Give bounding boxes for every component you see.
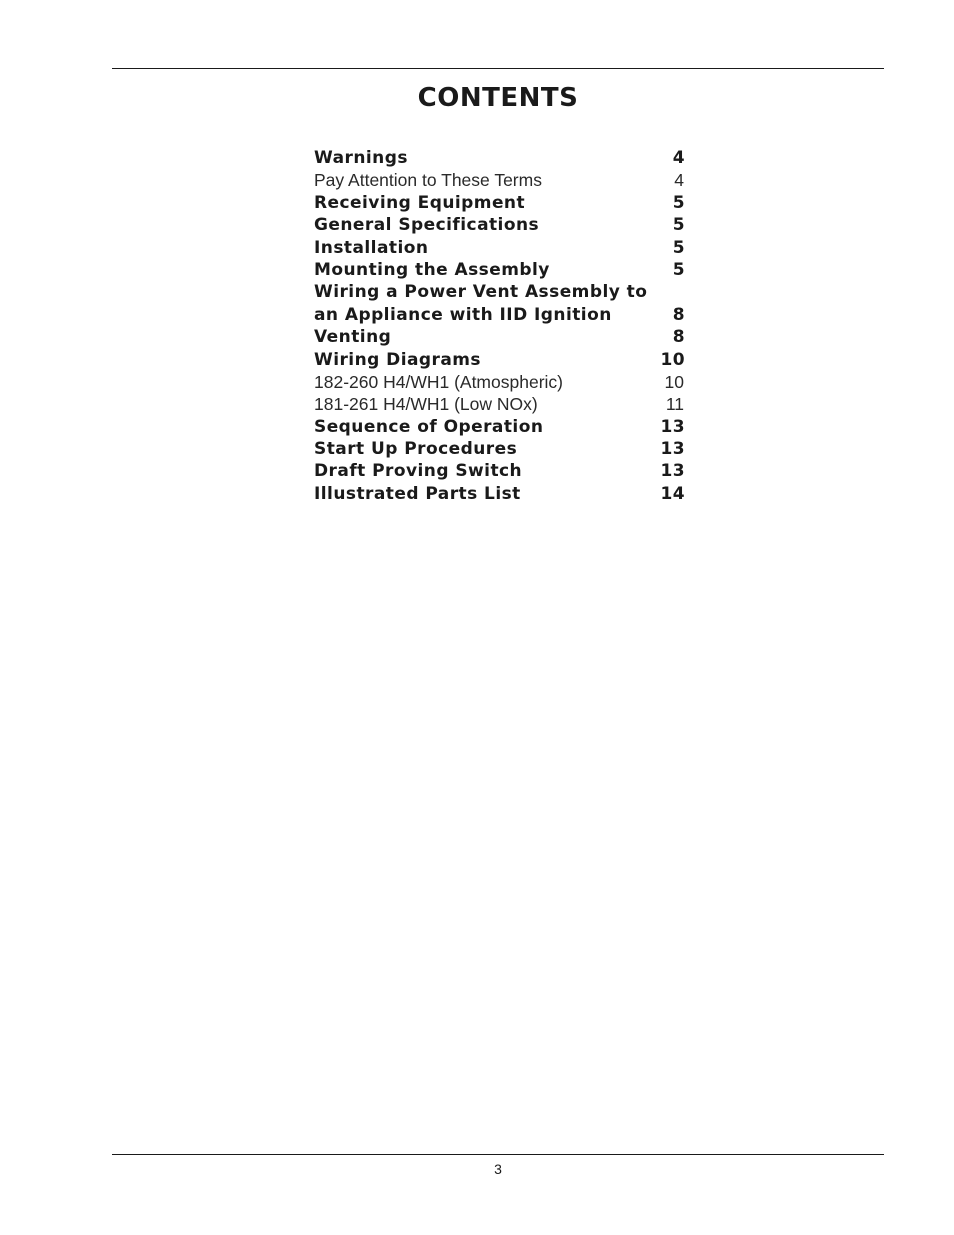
toc-entry-text: Warnings xyxy=(314,148,408,168)
toc-entry-page: 13 xyxy=(660,439,685,460)
toc-entry xyxy=(314,259,685,281)
toc-entry-text: Wiring a Power Vent Assembly to xyxy=(314,282,648,303)
toc-subentry xyxy=(314,169,685,191)
toc-entry xyxy=(314,326,685,348)
bottom-rule xyxy=(112,1154,884,1155)
toc-entry xyxy=(314,214,685,236)
toc-entry-text: Pay Attention to These Terms xyxy=(314,170,542,191)
toc-entry-text: Draft Proving Switch xyxy=(314,461,523,482)
toc-entry xyxy=(314,147,685,169)
toc-entry-page: 4 xyxy=(674,170,684,191)
toc-entry-text: Sequence of Operation xyxy=(314,416,544,437)
toc-entry xyxy=(314,416,685,438)
toc-entry-text: 181-261 H4/WH1 (Low NOx) xyxy=(314,394,538,415)
toc-entry-page: 10 xyxy=(660,349,685,370)
toc-entry-text: Wiring Diagrams xyxy=(314,349,481,370)
toc-entry-page: 5 xyxy=(672,237,685,258)
toc-entry xyxy=(314,438,685,460)
toc-entry-page: 5 xyxy=(672,215,685,236)
table-of-contents xyxy=(314,147,685,505)
toc-entry-page: 8 xyxy=(672,304,685,325)
toc-entry xyxy=(314,192,685,214)
toc-entry-page: 13 xyxy=(660,416,685,437)
toc-entry-page: 14 xyxy=(660,483,685,504)
toc-entry-text: Illustrated Parts List xyxy=(314,483,521,504)
toc-entry xyxy=(314,349,685,371)
toc-entry xyxy=(314,304,685,326)
toc-entry xyxy=(314,483,685,505)
page-title: CONTENTS xyxy=(417,83,579,113)
toc-entry-page: 13 xyxy=(660,461,685,482)
toc-entry-text: an Appliance with IID Ignition xyxy=(314,304,612,325)
page-number: 3 xyxy=(494,1161,502,1177)
toc-entry-page: 5 xyxy=(672,192,685,213)
toc-entry-page: 10 xyxy=(664,371,684,392)
toc-entry-page: 5 xyxy=(672,259,685,280)
toc-entry-text: General Specifications xyxy=(314,215,540,236)
toc-entry-text: Receiving Equipment xyxy=(314,192,526,213)
toc-subentry xyxy=(314,371,685,393)
toc-entry xyxy=(314,237,685,259)
toc-entry xyxy=(314,281,685,303)
toc-entry-text: 182-260 H4/WH1 (Atmospheric) xyxy=(314,371,563,392)
toc-entry-text: Start Up Procedures xyxy=(314,439,518,460)
toc-entry-text: Installation xyxy=(314,237,429,258)
toc-entry-page: 4 xyxy=(672,148,685,168)
top-rule xyxy=(112,68,884,69)
toc-entry-text: Venting xyxy=(314,327,392,348)
toc-entry-text: Mounting the Assembly xyxy=(314,259,550,280)
toc-entry-page: 11 xyxy=(665,394,684,415)
toc-entry-page: 8 xyxy=(672,327,685,348)
toc-entry xyxy=(314,460,685,482)
toc-subentry xyxy=(314,393,685,415)
